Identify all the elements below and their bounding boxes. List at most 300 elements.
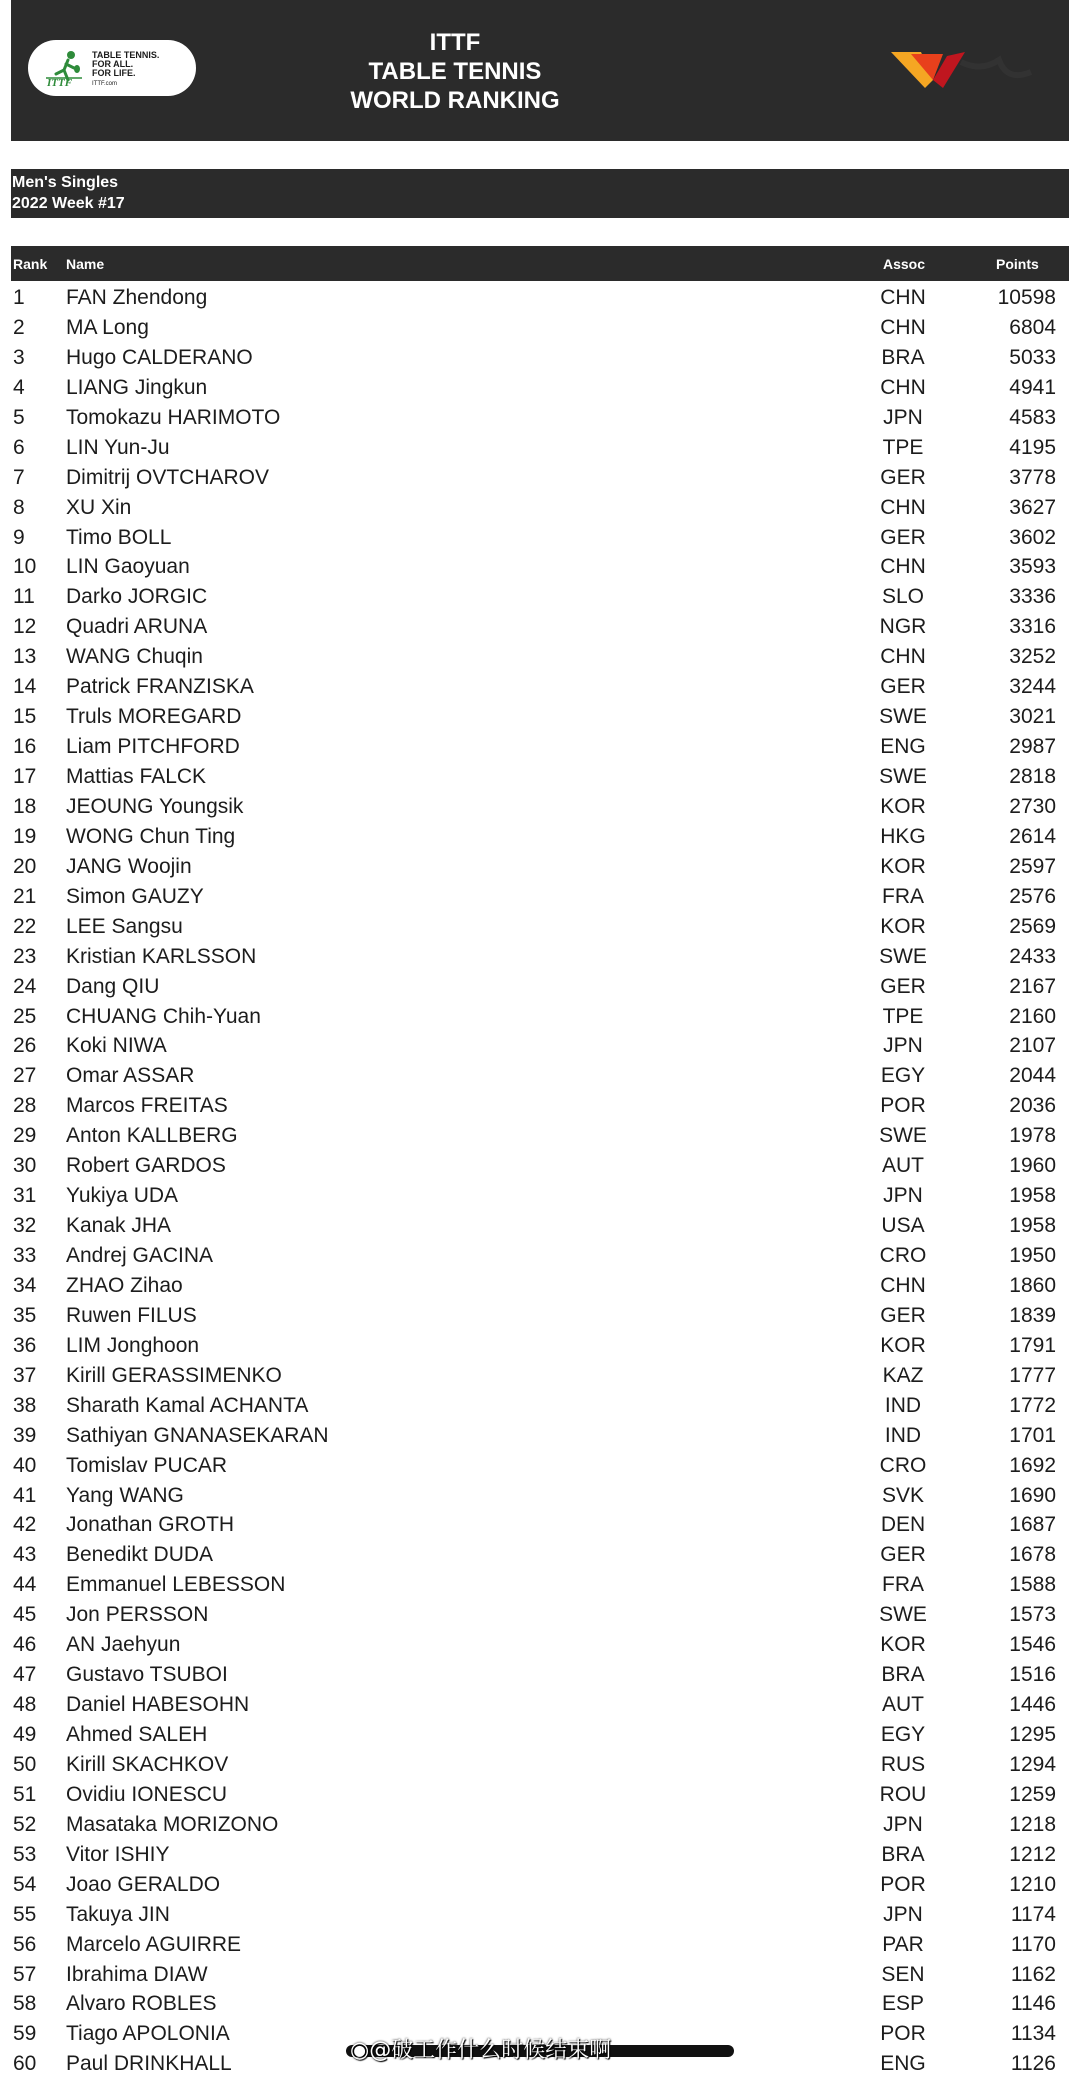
rank-cell: 5 (13, 405, 25, 429)
rank-cell: 45 (13, 1603, 37, 1627)
assoc-cell: ENG (880, 735, 926, 759)
points-cell: 2433 (1009, 944, 1056, 968)
points-cell: 1772 (1009, 1393, 1056, 1417)
name-cell: Omar ASSAR (66, 1064, 195, 1088)
name-cell: CHUANG Chih-Yuan (66, 1004, 261, 1028)
assoc-cell: IND (884, 1423, 922, 1447)
table-row (11, 1810, 1069, 1840)
table-row (11, 1930, 1069, 1960)
points-cell: 1446 (1009, 1693, 1056, 1717)
assoc-cell: POR (880, 1872, 926, 1896)
rank-cell: 3 (13, 345, 25, 369)
rank-cell: 47 (13, 1663, 37, 1687)
rank-cell: 12 (13, 615, 37, 639)
rank-cell: 43 (13, 1543, 37, 1567)
name-cell: Robert GARDOS (66, 1154, 226, 1178)
points-cell: 2160 (1009, 1004, 1056, 1028)
assoc-cell: BRA (881, 345, 925, 369)
rank-cell: 17 (13, 765, 37, 788)
rank-cell: 18 (13, 794, 37, 818)
assoc-cell: FRA (882, 884, 924, 908)
name-cell: Jon PERSSON (66, 1603, 209, 1627)
name-cell: MA Long (66, 315, 149, 339)
points-cell: 1294 (1009, 1752, 1056, 1776)
logo-url: ITTF.com (92, 81, 117, 87)
name-cell: LIN Gaoyuan (66, 555, 190, 579)
title-line-3: WORLD RANKING (350, 87, 560, 114)
rank-cell: 2 (13, 315, 25, 339)
name-cell: Yang WANG (66, 1483, 184, 1507)
rank-cell: 57 (13, 1962, 37, 1986)
points-cell: 1678 (1009, 1543, 1056, 1567)
rank-cell: 8 (13, 495, 25, 519)
rank-cell: 6 (13, 435, 25, 459)
rank-cell: 49 (13, 1723, 37, 1746)
event-label: Men's Singles (12, 174, 119, 191)
table-row (11, 1600, 1069, 1630)
points-cell: 1958 (1009, 1214, 1056, 1238)
svg-text:ITTF: ITTF (47, 77, 73, 88)
name-cell: Marcos FREITAS (66, 1094, 228, 1118)
rank-cell: 37 (13, 1363, 37, 1387)
name-cell: LIM Jonghoon (66, 1333, 200, 1357)
wtt-logo-icon (881, 42, 1041, 102)
name-cell: Tomokazu HARIMOTO (66, 405, 281, 429)
table-row (11, 1181, 1069, 1211)
table-row (11, 1211, 1069, 1241)
rank-cell: 42 (13, 1513, 37, 1537)
points-cell: 3021 (1009, 705, 1056, 729)
rank-cell: 54 (13, 1872, 37, 1896)
column-header-assoc: Assoc (883, 256, 926, 272)
points-cell: 4583 (1009, 405, 1056, 429)
table-row (11, 1271, 1069, 1301)
assoc-cell: DEN (880, 1513, 926, 1537)
name-cell: LIN Yun-Ju (66, 435, 170, 459)
table-row (11, 672, 1069, 702)
table-row (11, 1002, 1069, 1032)
table-row (11, 1870, 1069, 1900)
points-cell: 2044 (1009, 1064, 1056, 1088)
points-cell: 1146 (1010, 1992, 1056, 2016)
name-cell: LIANG Jingkun (66, 375, 208, 399)
points-cell: 3244 (1009, 675, 1056, 699)
rank-cell: 27 (13, 1064, 37, 1088)
table-row (11, 882, 1069, 912)
name-cell: JANG Woojin (66, 854, 192, 878)
points-cell: 5033 (1009, 345, 1056, 369)
rank-cell: 41 (13, 1483, 37, 1507)
title-line-2: TABLE TENNIS (368, 58, 542, 85)
assoc-cell: KOR (880, 794, 926, 818)
points-cell: 2107 (1009, 1034, 1056, 1058)
assoc-cell: SWE (879, 1603, 927, 1627)
rank-cell: 7 (13, 465, 25, 489)
assoc-cell: EGY (880, 1064, 926, 1088)
table-row (11, 373, 1069, 403)
name-cell: Masataka MORIZONO (66, 1812, 279, 1836)
assoc-cell: CRO (879, 1244, 927, 1267)
assoc-cell: GER (880, 1303, 926, 1327)
week-label: 2022 Week #17 (12, 195, 125, 212)
points-cell: 3778 (1009, 465, 1056, 489)
assoc-cell: JPN (883, 1902, 923, 1926)
assoc-cell: GER (880, 675, 926, 699)
name-cell: Emmanuel LEBESSON (66, 1573, 286, 1597)
points-cell: 1210 (1009, 1872, 1056, 1896)
name-cell: Takuya JIN (66, 1902, 170, 1926)
name-cell: Paul DRINKHALL (66, 2052, 232, 2076)
column-header-rank: Rank (13, 256, 48, 272)
assoc-cell: ENG (880, 2052, 926, 2076)
assoc-cell: TPE (882, 435, 924, 459)
points-cell: 3336 (1009, 585, 1056, 609)
name-cell: ZHAO Zihao (66, 1273, 183, 1297)
assoc-cell: CHN (880, 495, 926, 519)
table-row (11, 1151, 1069, 1181)
rank-cell: 15 (13, 705, 37, 729)
name-cell: WONG Chun Ting (66, 824, 236, 848)
rank-cell: 11 (13, 585, 35, 609)
assoc-cell: GER (880, 974, 926, 998)
assoc-cell: AUT (882, 1154, 924, 1178)
rank-cell: 31 (13, 1184, 37, 1208)
table-row (11, 642, 1069, 672)
logo-line-2: FOR ALL. (92, 59, 134, 69)
rank-cell: 9 (13, 525, 25, 549)
points-cell: 1573 (1009, 1603, 1056, 1627)
table-row (11, 1421, 1069, 1451)
rank-cell: 56 (13, 1932, 37, 1956)
name-cell: XU Xin (66, 495, 132, 519)
assoc-cell: JPN (883, 405, 923, 429)
table-row (11, 1989, 1069, 2019)
table-row (11, 1630, 1069, 1660)
table-row (11, 1720, 1069, 1750)
assoc-cell: JPN (883, 1812, 923, 1836)
table-row (11, 523, 1069, 553)
assoc-cell: GER (880, 465, 926, 489)
points-cell: 1588 (1009, 1573, 1056, 1597)
watermark-text (350, 2038, 611, 2064)
points-cell: 1690 (1009, 1483, 1056, 1507)
assoc-cell: CHN (880, 286, 926, 309)
assoc-cell: TPE (882, 1004, 924, 1028)
assoc-cell: BRA (881, 1663, 925, 1687)
rank-cell: 10 (13, 555, 37, 579)
points-cell: 1777 (1009, 1363, 1056, 1387)
rank-cell: 46 (13, 1633, 37, 1657)
rank-cell: 50 (13, 1752, 37, 1776)
table-row (11, 1690, 1069, 1720)
points-cell: 3627 (1009, 495, 1056, 519)
assoc-cell: KOR (880, 1633, 926, 1657)
table-row (11, 1540, 1069, 1570)
table-row (11, 1031, 1069, 1061)
points-cell: 2036 (1009, 1094, 1056, 1118)
name-cell: Mattias FALCK (66, 765, 207, 788)
name-cell: Dimitrij OVTCHAROV (66, 465, 269, 489)
assoc-cell: PAR (882, 1932, 924, 1956)
rank-cell: 52 (13, 1812, 37, 1836)
assoc-cell: CRO (879, 1453, 927, 1477)
table-row (11, 1780, 1069, 1810)
name-cell: Gustavo TSUBOI (66, 1663, 228, 1687)
points-cell: 2167 (1009, 974, 1056, 998)
name-cell: Ruwen FILUS (66, 1303, 197, 1327)
name-cell: LEE Sangsu (66, 914, 183, 938)
name-cell: Joao GERALDO (66, 1872, 221, 1896)
header-banner (11, 0, 1069, 141)
points-cell: 2569 (1009, 914, 1056, 938)
rank-cell: 29 (13, 1124, 37, 1148)
assoc-cell: SEN (881, 1962, 925, 1986)
rank-cell: 24 (13, 974, 37, 998)
rank-cell: 59 (13, 2022, 37, 2046)
table-row (11, 582, 1069, 612)
assoc-cell: ROU (879, 1782, 927, 1806)
points-cell: 2987 (1009, 735, 1056, 759)
table-row (11, 1091, 1069, 1121)
table-row (11, 1570, 1069, 1600)
points-cell: 1295 (1009, 1723, 1056, 1746)
table-row (11, 1481, 1069, 1511)
rank-cell: 19 (13, 824, 37, 848)
points-cell: 1134 (1010, 2022, 1056, 2046)
category-bar (11, 169, 1069, 218)
rank-cell: 23 (13, 944, 37, 968)
assoc-cell: KAZ (882, 1363, 924, 1387)
logo-line-1: TABLE TENNIS. (92, 50, 160, 60)
points-cell: 4941 (1009, 375, 1056, 399)
rank-cell: 33 (13, 1244, 37, 1267)
name-cell: Daniel HABESOHN (66, 1693, 250, 1717)
assoc-cell: JPN (883, 1184, 923, 1208)
assoc-cell: NGR (879, 615, 927, 639)
assoc-cell: CHN (880, 555, 926, 579)
rank-cell: 55 (13, 1902, 37, 1926)
assoc-cell: KOR (880, 914, 926, 938)
points-cell: 1212 (1009, 1842, 1056, 1866)
points-cell: 6804 (1009, 315, 1056, 339)
points-cell: 2614 (1009, 824, 1056, 848)
name-cell: Andrej GACINA (66, 1244, 214, 1267)
table-row (11, 493, 1069, 523)
table-row (11, 403, 1069, 433)
rank-cell: 20 (13, 854, 37, 878)
points-cell: 1860 (1009, 1273, 1056, 1297)
assoc-cell: FRA (882, 1573, 924, 1597)
points-cell: 1126 (1010, 2052, 1056, 2076)
points-cell: 2597 (1009, 854, 1056, 878)
table-row (11, 552, 1069, 582)
table-row (11, 1241, 1069, 1271)
rank-cell: 34 (13, 1273, 37, 1297)
table-row (11, 912, 1069, 942)
table-row (11, 463, 1069, 493)
assoc-cell: POR (880, 2022, 926, 2046)
name-cell: JEOUNG Youngsik (66, 794, 244, 818)
rank-cell: 32 (13, 1214, 37, 1238)
name-cell: WANG Chuqin (66, 645, 203, 669)
name-cell: Ibrahima DIAW (66, 1962, 208, 1986)
table-row (11, 852, 1069, 882)
table-row (11, 972, 1069, 1002)
name-cell: Ahmed SALEH (66, 1723, 208, 1746)
points-cell: 4195 (1009, 435, 1056, 459)
rank-cell: 21 (13, 884, 37, 908)
points-cell: 2818 (1009, 765, 1056, 788)
assoc-cell: BRA (881, 1842, 925, 1866)
ranking-table (11, 283, 1069, 2079)
name-cell: Darko JORGIC (66, 585, 208, 609)
watermark-handle: @破工作什么时候结束啊 (369, 2038, 612, 2063)
name-cell: Tiago APOLONIA (66, 2022, 230, 2046)
title-line-1: ITTF (429, 29, 481, 56)
assoc-cell: CHN (880, 375, 926, 399)
rank-cell: 44 (13, 1573, 37, 1597)
table-row (11, 1331, 1069, 1361)
points-cell: 3252 (1009, 645, 1056, 669)
assoc-cell: GER (880, 525, 926, 549)
assoc-cell: CHN (880, 645, 926, 669)
assoc-cell: IND (884, 1393, 922, 1417)
rank-cell: 40 (13, 1453, 37, 1477)
table-row (11, 1660, 1069, 1690)
assoc-cell: SWE (879, 705, 927, 729)
rank-cell: 36 (13, 1333, 37, 1357)
points-cell: 1978 (1009, 1124, 1056, 1148)
table-row (11, 1301, 1069, 1331)
assoc-cell: GER (880, 1543, 926, 1567)
table-row (11, 792, 1069, 822)
name-cell: Sharath Kamal ACHANTA (66, 1393, 309, 1417)
name-cell: Tomislav PUCAR (66, 1453, 228, 1477)
table-row (11, 612, 1069, 642)
assoc-cell: USA (881, 1214, 925, 1238)
name-cell: AN Jaehyun (66, 1633, 181, 1657)
assoc-cell: CHN (880, 1273, 926, 1297)
points-cell: 1516 (1009, 1663, 1056, 1687)
points-cell: 3316 (1009, 615, 1056, 639)
rank-cell: 14 (13, 675, 37, 699)
name-cell: Vitor ISHIY (66, 1842, 170, 1866)
table-row (11, 343, 1069, 373)
name-cell: Kristian KARLSSON (66, 944, 257, 968)
name-cell: Kanak JHA (66, 1214, 172, 1238)
rank-cell: 28 (13, 1094, 37, 1118)
table-row (11, 942, 1069, 972)
table-row (11, 732, 1069, 762)
table-row (11, 283, 1069, 313)
rank-cell: 38 (13, 1393, 37, 1417)
table-row (11, 762, 1069, 792)
rank-cell: 13 (13, 645, 37, 669)
points-cell: 1960 (1009, 1154, 1056, 1178)
name-cell: Patrick FRANZISKA (66, 675, 254, 699)
assoc-cell: EGY (880, 1723, 926, 1746)
points-cell: 1958 (1009, 1184, 1056, 1208)
assoc-cell: SLO (881, 585, 925, 609)
points-cell: 2730 (1009, 794, 1056, 818)
table-row (11, 1510, 1069, 1540)
name-cell: Marcelo AGUIRRE (66, 1932, 242, 1956)
name-cell: Dang QIU (66, 974, 160, 998)
table-row (11, 1840, 1069, 1870)
name-cell: Kirill SKACHKOV (66, 1752, 229, 1776)
name-cell: Truls MOREGARD (66, 705, 242, 729)
assoc-cell: AUT (882, 1693, 924, 1717)
points-cell: 1950 (1009, 1244, 1056, 1267)
table-row (11, 433, 1069, 463)
rank-cell: 4 (13, 375, 25, 399)
column-header-name: Name (66, 256, 105, 272)
name-cell: Kirill GERASSIMENKO (66, 1363, 282, 1387)
points-cell: 1687 (1009, 1513, 1056, 1537)
assoc-cell: JPN (883, 1034, 923, 1058)
watermark (346, 2035, 734, 2065)
points-cell: 10598 (997, 286, 1056, 309)
name-cell: Alvaro ROBLES (66, 1992, 217, 2016)
rank-cell: 53 (13, 1842, 37, 1866)
name-cell: Benedikt DUDA (66, 1543, 214, 1567)
points-cell: 1174 (1010, 1902, 1056, 1926)
table-row (11, 313, 1069, 343)
name-cell: Simon GAUZY (66, 884, 204, 908)
name-cell: Sathiyan GNANASEKARAN (66, 1423, 329, 1447)
logo-line-3: FOR LIFE. (92, 68, 136, 78)
assoc-cell: KOR (880, 854, 926, 878)
name-cell: Timo BOLL (66, 525, 172, 549)
name-cell: Yukiya UDA (66, 1184, 179, 1208)
assoc-cell: CHN (880, 315, 926, 339)
name-cell: Quadri ARUNA (66, 615, 208, 639)
table-row (11, 1391, 1069, 1421)
points-cell: 1546 (1009, 1633, 1056, 1657)
assoc-cell: SWE (879, 765, 927, 788)
table-row (11, 1061, 1069, 1091)
rank-cell: 30 (13, 1154, 37, 1178)
name-cell: Koki NIWA (66, 1034, 167, 1058)
points-cell: 3602 (1009, 525, 1056, 549)
name-cell: Anton KALLBERG (66, 1124, 238, 1148)
points-cell: 1162 (1010, 1962, 1056, 1986)
rank-cell: 35 (13, 1303, 37, 1327)
assoc-cell: POR (880, 1094, 926, 1118)
rank-cell: 48 (13, 1693, 37, 1717)
name-cell: Liam PITCHFORD (66, 735, 240, 759)
assoc-cell: RUS (880, 1752, 926, 1776)
table-row (11, 1900, 1069, 1930)
assoc-cell: SWE (879, 944, 927, 968)
rank-cell: 26 (13, 1034, 37, 1058)
rank-cell: 60 (13, 2052, 37, 2076)
name-cell: Jonathan GROTH (66, 1513, 235, 1537)
points-cell: 1692 (1009, 1453, 1056, 1477)
rank-cell: 39 (13, 1423, 37, 1447)
name-cell: FAN Zhendong (66, 286, 208, 309)
assoc-cell: SWE (879, 1124, 927, 1148)
points-cell: 1839 (1009, 1303, 1056, 1327)
table-row (11, 1750, 1069, 1780)
table-row (11, 822, 1069, 852)
points-cell: 1791 (1009, 1333, 1056, 1357)
rank-cell: 1 (13, 286, 25, 309)
rank-cell: 58 (13, 1992, 37, 2016)
name-cell: Ovidiu IONESCU (66, 1782, 228, 1806)
rank-cell: 25 (13, 1004, 37, 1028)
assoc-cell: ESP (881, 1992, 925, 2016)
